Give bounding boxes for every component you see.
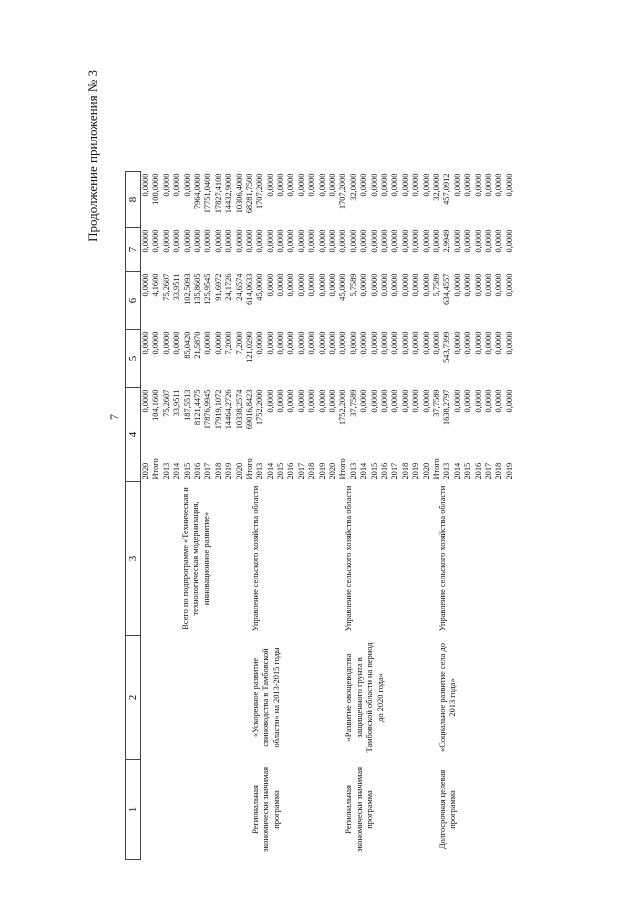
value-line: 4,1600	[151, 273, 161, 297]
value-line: 2016	[379, 462, 389, 480]
year-cell	[432, 446, 515, 482]
value-line: 37,7589	[348, 389, 358, 417]
local-cell	[141, 228, 245, 272]
value-line: 5,7589	[431, 273, 441, 297]
value-line: 17919,1072	[213, 389, 223, 430]
value-line: 0,0000	[328, 331, 338, 355]
federal-cell	[245, 330, 339, 388]
col-header-5: 5	[126, 330, 141, 388]
value-line: 0,0000	[141, 273, 150, 297]
value-line: 0,0000	[421, 273, 431, 297]
value-line: 2014	[172, 462, 182, 480]
value-line: 2017	[203, 462, 213, 480]
value-line: 0,0000	[421, 173, 431, 197]
value-line: 68281,7500	[244, 173, 254, 214]
value-line: 37,7589	[431, 389, 441, 417]
value-line: 0,0000	[359, 331, 369, 355]
value-line: Итого	[151, 458, 161, 480]
value-line: 32,0000	[348, 173, 358, 201]
value-line: 2020	[421, 462, 431, 480]
value-line: 2018	[307, 462, 317, 480]
program-type-cell: Региональная экономически значимая программа	[344, 767, 375, 852]
value-line: 10338,2574	[234, 389, 244, 430]
col-header-4: 4	[126, 388, 141, 482]
value-line: 0,0000	[182, 229, 192, 253]
value-line: 0,0000	[483, 389, 493, 413]
value-line: 457,0912	[442, 173, 452, 205]
value-line: 2016	[473, 462, 483, 480]
value-line: 0,0000	[348, 229, 358, 253]
value-line: 0,0000	[317, 229, 327, 253]
value-line: 2020	[234, 462, 244, 480]
value-line: 0,0000	[411, 173, 421, 197]
value-line: 0,0000	[265, 173, 275, 197]
value-line: 125,9545	[203, 273, 213, 305]
value-line: 0,0000	[452, 173, 462, 197]
total-cell	[432, 388, 515, 446]
value-line: 1638,2797	[442, 389, 452, 426]
local-cell	[245, 228, 339, 272]
value-line: 634,4557	[442, 273, 452, 305]
value-line: 0,0000	[359, 229, 369, 253]
value-line: 0,0000	[276, 331, 286, 355]
year-cell	[338, 446, 432, 482]
value-line: 0,0000	[452, 229, 462, 253]
budget-table	[125, 171, 515, 860]
program-group-row	[245, 172, 339, 860]
value-line: 0,0000	[203, 331, 213, 355]
value-line: 0,0000	[504, 229, 514, 253]
local-cell	[432, 228, 515, 272]
value-line: 0,0000	[276, 389, 286, 413]
value-line: 121,0290	[244, 331, 254, 363]
value-line: 0,0000	[328, 229, 338, 253]
value-line: 0,0000	[390, 273, 400, 297]
federal-cell	[432, 330, 515, 388]
value-line: 0,0000	[473, 273, 483, 297]
value-line: 0,0000	[411, 273, 421, 297]
program-type-cell: Региональная экономически значимая программа	[250, 767, 281, 852]
value-line: 0,0000	[151, 229, 161, 253]
value-line: 0,0000	[400, 229, 410, 253]
document-sheet	[85, 40, 625, 860]
program-name-cell	[141, 636, 245, 760]
value-line: 0,0000	[463, 229, 473, 253]
year-cell	[141, 446, 245, 482]
value-line: 0,0000	[473, 389, 483, 413]
value-line: 0,0000	[494, 331, 504, 355]
value-line: 0,0000	[483, 331, 493, 355]
value-line: 0,0000	[359, 173, 369, 197]
value-line: Итого	[244, 458, 254, 480]
other-cell	[338, 172, 432, 228]
program-name-cell: «Развитие овощеводства защищенного грунта в Тамбовской области на период до 2020 года»	[344, 642, 385, 753]
regional-cell	[432, 272, 515, 330]
value-line: 0,0000	[494, 389, 504, 413]
value-line: 0,0000	[161, 331, 171, 355]
value-line: 0,0000	[296, 173, 306, 197]
value-line: 0,0000	[172, 331, 182, 355]
total-cell	[338, 388, 432, 446]
value-line: 0,0000	[400, 331, 410, 355]
value-line: 2019	[317, 462, 327, 480]
value-line: 24,6574	[234, 273, 244, 301]
value-line: 8121,4475	[192, 389, 202, 426]
other-cell	[432, 172, 515, 228]
value-line: 2017	[390, 462, 400, 480]
value-line: 0,0000	[494, 273, 504, 297]
value-line: 91,6972	[213, 273, 223, 301]
value-line: 33,9511	[172, 389, 182, 417]
value-line: 0,0000	[296, 229, 306, 253]
value-line: 2018	[213, 462, 223, 480]
value-line: 2014	[359, 462, 369, 480]
value-line: 0,0000	[369, 229, 379, 253]
value-line: 2020	[141, 462, 150, 480]
value-line: 2017	[483, 462, 493, 480]
executor-cell: Управление сельского хозяйства области	[250, 485, 260, 632]
value-line: 2014	[452, 462, 462, 480]
value-line: 17876,9945	[203, 389, 213, 430]
value-line: 2015	[276, 462, 286, 480]
value-line: 2017	[296, 462, 306, 480]
value-line: 2018	[494, 462, 504, 480]
regional-cell	[141, 272, 245, 330]
value-line: 0,0000	[203, 229, 213, 253]
value-line: 0,0000	[172, 173, 182, 197]
value-line: 0,0000	[359, 273, 369, 297]
value-line: 0,0000	[452, 331, 462, 355]
value-line: 0,0000	[296, 389, 306, 413]
value-line: 0,0000	[494, 229, 504, 253]
value-line: 5,7589	[348, 273, 358, 297]
value-line: 0,0000	[379, 331, 389, 355]
value-line: 0,0000	[390, 389, 400, 413]
value-line: 0,0000	[379, 273, 389, 297]
value-line: 24,1726	[224, 273, 234, 301]
value-line: 14432,9000	[224, 173, 234, 214]
value-line: 2019	[224, 462, 234, 480]
col-header-3: 3	[126, 482, 141, 636]
value-line: 0,0000	[431, 229, 441, 253]
value-line: 0,0000	[411, 389, 421, 413]
value-line: 0,0000	[338, 331, 348, 355]
value-line: 0,0000	[328, 389, 338, 413]
value-line: 135,8605	[192, 273, 202, 305]
value-line: 0,0000	[369, 173, 379, 197]
value-line: 1707,2000	[255, 173, 265, 210]
value-line: 2013	[255, 462, 265, 480]
value-line: 0,0000	[213, 331, 223, 355]
value-line: 10306,4000	[234, 173, 244, 214]
value-line: 0,0000	[463, 389, 473, 413]
program-name-cell: «Социальное развитие села до 2013 года»	[437, 643, 458, 752]
value-line: 187,5513	[182, 389, 192, 421]
value-line: 2013	[161, 462, 171, 480]
value-line: 0,0000	[307, 273, 317, 297]
value-line: 0,0000	[286, 229, 296, 253]
value-line: 0,0000	[379, 173, 389, 197]
program-type-cell: Долгосрочная целевая программа	[437, 769, 458, 850]
value-line: 0,0000	[276, 173, 286, 197]
value-line: 0,0000	[328, 173, 338, 197]
value-line: 0,0000	[161, 229, 171, 253]
value-line: 0,0000	[379, 389, 389, 413]
program-name-cell: «Ускоренное развитие свиноводства в Тамбовской области» на 2013-2015 годы	[250, 647, 281, 748]
value-line: 0,0000	[255, 331, 265, 355]
value-line: 0,0000	[234, 229, 244, 253]
value-line: 0,0000	[286, 173, 296, 197]
value-line: 17827,4100	[213, 173, 223, 214]
value-line: 1752,2000	[255, 389, 265, 426]
value-line: 100,0000	[151, 173, 161, 205]
value-line: 2016	[192, 462, 202, 480]
value-line: 0,0000	[296, 331, 306, 355]
value-line: 2020	[328, 462, 338, 480]
federal-cell	[141, 330, 245, 388]
value-line: 0,0000	[400, 173, 410, 197]
col-header-2: 2	[126, 636, 141, 760]
col-header-7: 7	[126, 228, 141, 272]
value-line: 0,0000	[483, 229, 493, 253]
value-line: 1707,2000	[338, 173, 348, 210]
value-line: 0,0000	[286, 389, 296, 413]
program-group-row	[338, 172, 432, 860]
other-cell	[141, 172, 245, 228]
total-cell	[245, 388, 339, 446]
value-line: 2014	[265, 462, 275, 480]
value-line: 0,0000	[151, 331, 161, 355]
value-line: 0,0000	[411, 331, 421, 355]
value-line: 0,0000	[172, 229, 182, 253]
value-line: 0,0000	[421, 331, 431, 355]
value-line: 0,0000	[161, 173, 171, 197]
value-line: 0,0000	[141, 389, 150, 413]
value-line: 0,0000	[421, 389, 431, 413]
executor-cell: Всего по подпрограмме «Техническая и технологическая модернизация, инновационное развитие»	[181, 487, 211, 630]
value-line: 0,0000	[317, 331, 327, 355]
value-line: 7964,0000	[192, 173, 202, 210]
value-line: 0,0000	[473, 229, 483, 253]
value-line: 45,0000	[338, 273, 348, 301]
value-line: 2015	[182, 462, 192, 480]
value-line: 0,0000	[265, 331, 275, 355]
table-body	[141, 172, 516, 860]
value-line: 0,0000	[463, 173, 473, 197]
value-line: 75,2607	[161, 389, 171, 417]
value-line: 0,0000	[338, 229, 348, 253]
value-line: 0,0000	[348, 331, 358, 355]
value-line: 0,0000	[400, 389, 410, 413]
value-line: 0,0000	[286, 331, 296, 355]
executor-cell: Управление сельского хозяйства области	[344, 485, 354, 632]
value-line: 0,0000	[192, 229, 202, 253]
value-line: 0,0000	[286, 273, 296, 297]
value-line: 0,0000	[307, 331, 317, 355]
value-line: 21,5870	[192, 331, 202, 359]
value-line: 0,0000	[473, 331, 483, 355]
program-type-cell	[141, 760, 245, 860]
value-line: 69016,8423	[244, 389, 254, 430]
value-line: 0,0000	[276, 229, 286, 253]
value-line: 614,0633	[244, 273, 254, 305]
value-line: 0,0000	[411, 229, 421, 253]
value-line: 14464,2726	[224, 389, 234, 430]
value-line: 2019	[504, 462, 514, 480]
value-line: 0,0000	[421, 229, 431, 253]
other-cell	[245, 172, 339, 228]
value-line: 104,1600	[151, 389, 161, 421]
executor-cell: Управление сельского хозяйства области	[437, 485, 447, 632]
value-line: 0,0000	[463, 273, 473, 297]
value-line: 0,0000	[276, 273, 286, 297]
col-header-1: 1	[126, 760, 141, 860]
value-line: 0,0000	[141, 173, 150, 197]
page-marker: 7	[107, 414, 121, 420]
value-line: 1752,2000	[338, 389, 348, 426]
value-line: 75,2607	[161, 273, 171, 301]
value-line: 0,0000	[296, 273, 306, 297]
value-line: 0,0000	[452, 273, 462, 297]
value-line: 2,9949	[442, 229, 452, 253]
value-line: 0,0000	[504, 173, 514, 197]
col-header-8: 8	[126, 172, 141, 228]
value-line: 0,0000	[463, 331, 473, 355]
value-line: 0,0000	[390, 331, 400, 355]
value-line: 85,0420	[182, 331, 192, 359]
value-line: 17751,0400	[203, 173, 213, 214]
value-line: 0,0000	[390, 173, 400, 197]
value-line: 0,0000	[379, 229, 389, 253]
value-line: 2015	[463, 462, 473, 480]
value-line: 0,0000	[317, 273, 327, 297]
value-line: 0,0000	[504, 273, 514, 297]
federal-cell	[338, 330, 432, 388]
value-line: 0,0000	[317, 389, 327, 413]
value-line: 0,0000	[359, 389, 369, 413]
regional-cell	[245, 272, 339, 330]
col-header-6: 6	[126, 272, 141, 330]
value-line: 102,5093	[182, 273, 192, 305]
value-line: 0,0000	[504, 389, 514, 413]
value-line: 2013	[348, 462, 358, 480]
value-line: 543,7399	[442, 331, 452, 363]
value-line: 0,0000	[265, 229, 275, 253]
column-number-row	[126, 172, 141, 860]
local-cell	[338, 228, 432, 272]
value-line: 0,0000	[431, 331, 441, 355]
value-line: 0,0000	[265, 389, 275, 413]
value-line: 0,0000	[452, 389, 462, 413]
value-line: 0,0000	[307, 389, 317, 413]
value-line: 0,0000	[483, 173, 493, 197]
total-cell	[141, 388, 245, 446]
value-line: 0,0000	[255, 229, 265, 253]
value-line: 33,9511	[172, 273, 182, 301]
value-line: 45,0000	[255, 273, 265, 301]
value-line: 0,0000	[244, 229, 254, 253]
value-line: 0,0000	[504, 331, 514, 355]
value-line: 0,0000	[182, 173, 192, 197]
value-line: 0,0000	[317, 173, 327, 197]
value-line: 32,0000	[431, 173, 441, 201]
value-line: 0,0000	[369, 331, 379, 355]
value-line: 0,0000	[307, 229, 317, 253]
value-line: Итого	[338, 458, 348, 480]
value-line: 7,2000	[234, 331, 244, 355]
value-line: 0,0000	[141, 229, 150, 253]
value-line: 2013	[442, 462, 452, 480]
value-line: 0,0000	[494, 173, 504, 197]
value-line: 0,0000	[400, 273, 410, 297]
value-line: 0,0000	[390, 229, 400, 253]
value-line: 0,0000	[141, 331, 150, 355]
value-line: 0,0000	[265, 273, 275, 297]
value-line: 0,0000	[369, 389, 379, 413]
value-line: 2016	[286, 462, 296, 480]
program-group-row	[432, 172, 515, 860]
value-line: 0,0000	[224, 229, 234, 253]
value-line: 0,0000	[307, 173, 317, 197]
value-line: 2015	[369, 462, 379, 480]
value-line: 0,0000	[369, 273, 379, 297]
value-line: 0,0000	[473, 173, 483, 197]
year-cell	[245, 446, 339, 482]
value-line: 0,0000	[213, 229, 223, 253]
value-line: 7,2000	[224, 331, 234, 355]
program-group-row	[141, 172, 245, 860]
value-line: Итого	[431, 458, 441, 480]
value-line: 2018	[400, 462, 410, 480]
continuation-label: Продолжение приложения № 3	[85, 70, 100, 242]
value-line: 0,0000	[483, 273, 493, 297]
value-line: 2019	[411, 462, 421, 480]
value-line: 0,0000	[328, 273, 338, 297]
regional-cell	[338, 272, 432, 330]
